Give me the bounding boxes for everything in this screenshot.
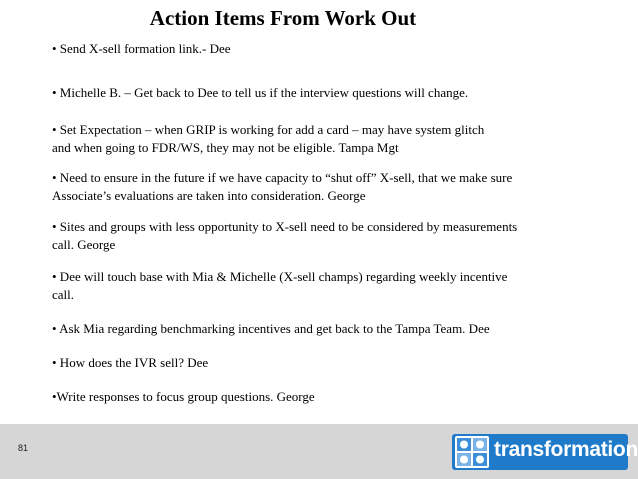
footer-bar	[0, 424, 638, 479]
logo-text: transformation	[494, 438, 638, 461]
slide-title: Action Items From Work Out	[149, 6, 417, 30]
list-item: • Set Expectation – when GRIP is working for add a card – may have system glitch and when going to FDR/WS, they may not be eligible. Tampa Mgt	[52, 122, 485, 155]
page-number: 81	[18, 443, 29, 453]
list-item: • Michelle B. – Get back to Dee to tell us if the interview questions will change.	[52, 85, 469, 100]
list-item: • Ask Mia regarding benchmarking incentives and get back to the Tampa Team. Dee	[52, 321, 490, 336]
transformation-logo	[452, 434, 638, 470]
list-item: • Sites and groups with less opportunity to X-sell need to be considered by measurements call. George	[52, 219, 518, 252]
list-item: • Send X-sell formation link.- Dee	[52, 41, 231, 56]
list-item: • How does the IVR sell? Dee	[52, 355, 209, 370]
list-item: •Write responses to focus group questions. George	[52, 389, 315, 404]
list-item: • Dee will touch base with Mia & Michelle (X-sell champs) regarding weekly incentive call.	[52, 269, 508, 302]
transformation-logo-icon	[455, 436, 489, 468]
list-item: • Need to ensure in the future if we have capacity to “shut off” X-sell, that we make sure Associate’s evaluations are taken into consideration. George	[52, 170, 513, 203]
